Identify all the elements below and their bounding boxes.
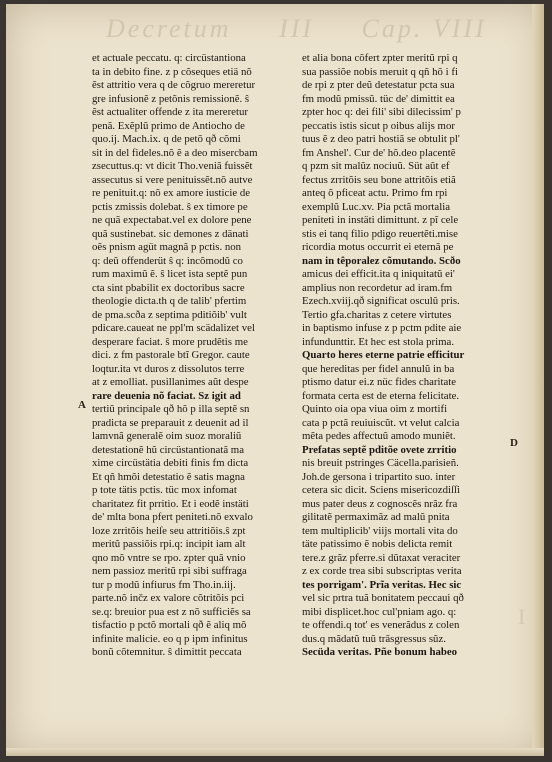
text-line: et alia bona cõfert zpter meritũ rpi q: [302, 52, 458, 64]
text-line: Prefatas septẽ pditõe ovete zrritio: [302, 443, 457, 456]
text-line: fm modũ pmissũ. tüc de' dimittit ea: [302, 92, 455, 105]
text-line: pctis zmissis dolebat. ŝ ex timore pe: [92, 200, 248, 213]
text-line: ẽst actualiter offende z ita mereretur: [92, 106, 248, 118]
text-line: qno mõ vntre se rpo. zpter quã vnio: [92, 551, 246, 564]
text-line: Secüda veritas. Pñe bonum habeo: [302, 646, 458, 658]
text-line: exemplũ Luc.xv. Pia pctã mortalia: [302, 200, 451, 213]
text-line: theologie dicta.th q de talib' pfertim: [92, 295, 247, 307]
text-line: nis breuit pstringes Cäcella.parisieñ.: [302, 457, 459, 469]
text-line: in baptismo infuse z p pctm pdite aie: [302, 322, 462, 334]
text-line: detestationẽ hũ circüstantionatã ma: [92, 443, 244, 456]
text-line: Tertio gfa.charitas z cetere virtutes: [302, 308, 452, 321]
text-line: mibi displicet.hoc cul'pniam ago. q:: [302, 605, 457, 618]
text-line: nam in têporalez cõmutando. Scðo: [302, 254, 461, 267]
text-line: meritũ passiõis rpi.q: incipit iam alt: [92, 538, 246, 550]
text-line: fectus zrritõis seu bone attritõis etiã: [302, 173, 456, 186]
text-line: formata certa est de eterna felicitate.: [302, 389, 460, 402]
text-line: Ezech.xviij.qð significat osculũ pris.: [302, 295, 460, 307]
text-line: mus pater deus z cognoscẽs nrãz fra: [302, 497, 458, 510]
text-line: de rpi z pter deũ detestatur pcta sua: [302, 79, 455, 91]
running-head: [106, 14, 506, 50]
text-line: pdicare.caueat ne ppl'm scädalizet vel: [92, 322, 255, 334]
margin-letter-left: A: [78, 399, 86, 411]
text-line: que hereditas per fidel annulũ in ba: [302, 362, 455, 375]
text-line: sit in del fideles.nõ ẽ a deo misercbam: [92, 146, 258, 159]
running-head-center: III: [279, 14, 315, 43]
right-text-column: [302, 52, 512, 660]
text-line: pradicta se preparauit z deuenit ad il: [92, 416, 249, 429]
text-line: de pma.scða z septima pditiõib' vult: [92, 308, 247, 321]
text-line: lamvnã generalẽ oim suoz moraliũ: [92, 430, 242, 442]
running-head-left: Decretum: [106, 14, 232, 43]
text-line: amplius non recordetur ad iram.fm: [302, 281, 453, 294]
text-line: fm Anshel'. Cur de' hõ.deo placentẽ: [302, 146, 456, 159]
text-line: gilitatẽ permaximãz ad malũ pnita: [302, 511, 450, 523]
text-line: ptismo datur ei.z nüc fides charitate: [302, 376, 457, 388]
text-line: infinite malicie. eo q p ipm infinitus: [92, 632, 248, 645]
text-line: gre infusionẽ z petõnis remissionẽ. ŝ: [92, 92, 250, 105]
book-page: [6, 4, 544, 756]
text-line: de' mlta bona pfert peniteti.nõ exvalo: [92, 511, 253, 523]
text-line: cetera sic dicit. Sciens misericozdiſſi: [302, 484, 460, 496]
text-line: te offendi.q tot' es venerãdus z colen: [302, 619, 460, 631]
text-line: ne quã expectabat.vel ex dolore pene: [92, 214, 252, 226]
text-line: q: deũ offenderüt ŝ q: incõmodũ co: [92, 254, 243, 267]
text-line: stis ei tanq filio pdigo reuertẽti.mise: [302, 227, 458, 240]
text-line: assecutus si vere penituissẽt.nõ autve: [92, 173, 253, 186]
text-line: peccatis istis sicut p oibus alijs mor: [302, 119, 455, 132]
text-line: desperare faciat. ŝ more prudẽtis me: [92, 335, 248, 348]
text-line: anteq õ pficeat actu. Primo fm rpi: [302, 187, 448, 199]
text-line: at z emolliat. pusillanimes aũt despe: [92, 376, 249, 388]
text-line: quo.ij. Mach.ix. q de petõ qð cõmi: [92, 133, 241, 145]
text-line: ẽst attritio vera q de cõgruo mereretur: [92, 79, 256, 91]
text-line: ta in debito fine. z p cõseques etiä nõ: [92, 65, 252, 78]
text-line: oẽs pnism agüt magnã p pctis. non: [92, 241, 242, 253]
text-line: zpter hoc q: dei fili' sibi dilecissim' p: [302, 106, 461, 118]
text-line: tur p modũ infiurus fm Tho.in.iij.: [92, 578, 236, 591]
text-line: peniteti in instäti dimittunt. z pĩ cele: [302, 214, 459, 226]
margin-letter-right: D: [510, 437, 518, 449]
text-line: et actuale peccatu. q: circüstantiona: [92, 52, 246, 64]
text-line: dus.q mãdatũ tuũ trãsgressus sũz.: [302, 632, 446, 645]
text-line: Quinto oia opa viua oim z mortifi: [302, 403, 448, 415]
text-line: täte patissimo ẽ nobis delicta remit: [302, 538, 453, 550]
text-line: tisfactio p pctõ mortali qð ẽ aliq mõ: [92, 619, 247, 631]
text-line: infundunttir. Et hec est stola prima.: [302, 335, 455, 348]
text-line: dici. z fm pastorale btĩ Gregor. caute: [92, 349, 250, 361]
text-line: nem passioz meritũ rpi sibi suffraga: [92, 565, 247, 577]
text-line: bonũ cõtemnitur. ŝ dimittit peccata: [92, 646, 242, 658]
text-line: tes porrigam'. Prĩa veritas. Hec sic: [302, 578, 462, 591]
text-line: zsecuttus.q: vt dicit Tho.veniã fuissẽt: [92, 160, 253, 172]
text-line: tertiũ principale qð hõ p illa septẽ sn: [92, 403, 250, 415]
text-line: cta sint pbabilit ex doctoribus sacre: [92, 281, 245, 294]
text-line: amicus dei efficit.ita q iniquitatũ ei': [302, 268, 455, 280]
page-bottom-edge: [6, 748, 544, 756]
text-line: Joh.de gersona i tripartito suo. inter: [302, 470, 456, 483]
text-line: p tote tätis pctis. tüc mox infomat: [92, 484, 237, 496]
text-line: q pzm sit malũz nociuũ. Süt aũt ef: [302, 160, 450, 172]
text-line: quã sustinebat. sic demones z dänati: [92, 227, 249, 240]
text-line: parte.nõ inčz ex valore cõtritõis pci: [92, 592, 245, 604]
text-line: re penituit.q: nõ ex amore iusticie de: [92, 187, 251, 199]
text-line: penã. Exẽplũ primo de Antiocho de: [92, 119, 245, 132]
text-line: cata p pctã reuiuiscũt. vt velut calcia: [302, 416, 460, 429]
show-through-mark: I: [518, 604, 526, 629]
text-line: Et qñ hmõi detestatio ẽ satis magna: [92, 470, 245, 483]
left-text-column: [92, 52, 292, 660]
page-right-edge: [532, 4, 544, 756]
text-line: mẽta pedes affectuũ amodo muniẽt.: [302, 430, 456, 442]
text-line: loze zrritõis heiſe seu attritiõis.ŝ zpt: [92, 524, 246, 537]
text-line: rare deuenia nõ faciat. Sz igit ad: [92, 389, 241, 402]
text-line: sua passiõe nobis meruit q qñ hõ i fi: [302, 65, 458, 78]
text-line: xime circüstätia debiti finis fm dicta: [92, 457, 249, 469]
text-line: se.q: breuior pua est z nõ sufficiẽs sa: [92, 605, 251, 618]
text-line: tem multiplicib' viijs mortali vita do: [302, 524, 458, 537]
text-line: loqtur.ita vt duros z dissolutos terre: [92, 362, 245, 375]
text-line: z ex corde trea sibi subscriptas verita: [302, 565, 462, 577]
text-line: tuus ẽ z deo patri hostiã se obtulit pl': [302, 133, 460, 145]
text-line: vel sic prtra tuã bonitatem peccaui qð: [302, 592, 464, 604]
text-line: ricordia motus occurrit ei eternã pe: [302, 241, 454, 253]
text-line: rum maximũ ẽ. ŝ licet ista septẽ pun: [92, 268, 248, 280]
running-head-right: Cap. VIII: [361, 14, 487, 43]
text-line: charitatez fit prritio. Et i eodẽ instäti: [92, 497, 249, 510]
text-line: tere.z grãz pferre.si dũtaxat veraciter: [302, 551, 461, 564]
text-line: Quarto heres eterne patrie efficitur: [302, 349, 465, 361]
